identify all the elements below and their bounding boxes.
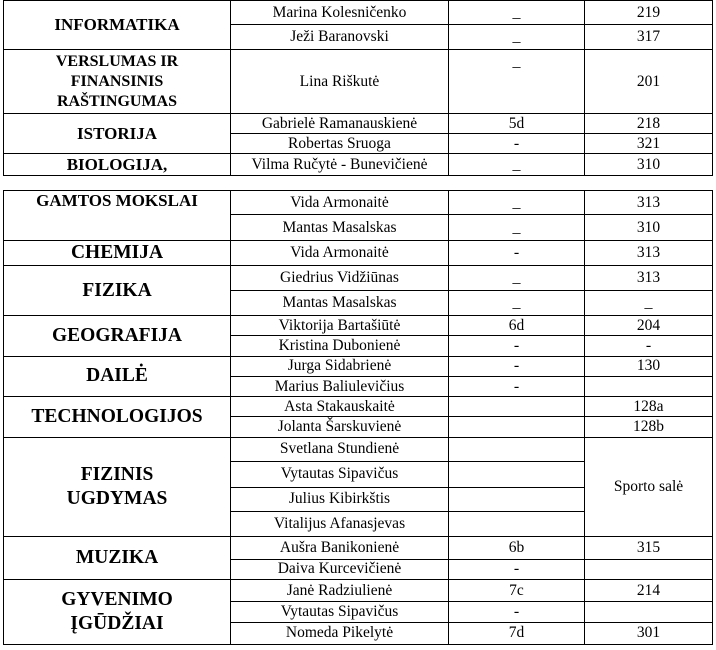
subject-cell: ISTORIJA	[4, 114, 231, 154]
subject-line: GYVENIMO	[61, 588, 173, 610]
room-cell: 301	[585, 622, 713, 644]
room-cell	[585, 376, 713, 396]
subject-line: UGDYMAS	[66, 488, 168, 510]
class-cell	[449, 487, 585, 511]
room-cell: 128a	[585, 397, 713, 417]
class-cell: 5d	[449, 114, 585, 134]
subject-cell	[4, 50, 231, 114]
class-cell	[449, 462, 585, 487]
subject-line: VERSLUMAS IR	[55, 52, 179, 70]
room-cell: 310	[585, 154, 713, 176]
room-cell: _	[585, 290, 713, 315]
teacher-cell: Giedrius Vidžiūnas	[231, 266, 449, 290]
subject-cell: DAILĖ	[4, 356, 231, 397]
room-cell	[585, 602, 713, 622]
teacher-cell: Mantas Masalskas	[231, 215, 449, 240]
class-cell	[449, 437, 585, 461]
class-cell: _	[449, 25, 585, 50]
teacher-cell: Nomeda Pikelytė	[231, 622, 449, 644]
schedule-table-top	[3, 0, 713, 176]
subject-cell	[4, 437, 231, 537]
class-cell: -	[449, 559, 585, 579]
subject-cell: GEOGRAFIJA	[4, 315, 231, 356]
class-cell: -	[449, 602, 585, 622]
teacher-cell: Jolanta Šarskuvienė	[231, 417, 449, 437]
teacher-cell: Aušra Banikonienė	[231, 537, 449, 559]
class-cell: -	[449, 356, 585, 376]
room-cell: -	[585, 336, 713, 356]
room-cell: 214	[585, 579, 713, 601]
teacher-cell: Vilma Ručytė - Bunevičienė	[231, 154, 449, 176]
teacher-cell: Vytautas Sipavičus	[231, 462, 449, 487]
teacher-cell: Marius Baliulevičius	[231, 376, 449, 396]
subject-cell: BIOLOGIJA,	[4, 154, 231, 176]
teacher-cell: Lina Riškutė	[231, 50, 449, 114]
subject-cell: GAMTOS MOKSLAI	[4, 191, 231, 241]
class-cell: -	[449, 134, 585, 154]
room-cell: 128b	[585, 417, 713, 437]
room-cell: 313	[585, 266, 713, 290]
class-cell: 7d	[449, 622, 585, 644]
class-cell: _	[449, 154, 585, 176]
class-cell: -	[449, 376, 585, 396]
teacher-cell: Vida Armonaitė	[231, 240, 449, 265]
room-cell: 219	[585, 1, 713, 25]
room-cell	[585, 559, 713, 579]
room-cell: 321	[585, 134, 713, 154]
class-cell: 6d	[449, 315, 585, 335]
teacher-cell: Svetlana Stundienė	[231, 437, 449, 461]
subject-line: FINANSINIS	[70, 72, 164, 90]
subject-cell: INFORMATIKA	[4, 1, 231, 50]
room-cell: 218	[585, 114, 713, 134]
teacher-cell: Janė Radziulienė	[231, 579, 449, 601]
class-cell: -	[449, 336, 585, 356]
class-cell: 7c	[449, 579, 585, 601]
class-cell: _	[449, 215, 585, 240]
subject-cell: TECHNOLOGIJOS	[4, 397, 231, 438]
class-cell	[449, 397, 585, 417]
teacher-cell: Kristina Dubonienė	[231, 336, 449, 356]
class-cell	[449, 417, 585, 437]
subject-cell: FIZIKA	[4, 266, 231, 316]
teacher-cell: Ježi Baranovski	[231, 25, 449, 50]
schedule-table-bottom	[3, 190, 713, 645]
room-cell: 201	[585, 50, 713, 114]
teacher-cell: Marina Kolesničenko	[231, 1, 449, 25]
teacher-cell: Daiva Kurcevičienė	[231, 559, 449, 579]
teacher-cell: Vida Armonaitė	[231, 191, 449, 215]
class-cell: -	[449, 240, 585, 265]
class-cell: _	[449, 191, 585, 215]
subject-line: FIZINIS	[80, 464, 154, 486]
room-cell: 313	[585, 240, 713, 265]
teacher-cell: Robertas Sruoga	[231, 134, 449, 154]
room-cell: 313	[585, 191, 713, 215]
room-cell: 317	[585, 25, 713, 50]
teacher-cell: Vytautas Sipavičus	[231, 602, 449, 622]
class-cell: _	[449, 50, 585, 114]
room-cell: 315	[585, 537, 713, 559]
subject-line: ĮGŪDŽIAI	[70, 612, 164, 634]
table-gap	[3, 178, 713, 186]
subject-cell: MUZIKA	[4, 537, 231, 580]
subject-line: RAŠTINGUMAS	[56, 92, 177, 110]
room-cell: 130	[585, 356, 713, 376]
teacher-cell: Asta Stakauskaitė	[231, 397, 449, 417]
teacher-cell: Jurga Sidabrienė	[231, 356, 449, 376]
subject-cell	[4, 579, 231, 644]
teacher-cell: Mantas Masalskas	[231, 290, 449, 315]
room-cell: 204	[585, 315, 713, 335]
class-cell: _	[449, 290, 585, 315]
subject-cell: CHEMIJA	[4, 240, 231, 265]
room-cell: 310	[585, 215, 713, 240]
teacher-cell: Viktorija Bartašiūtė	[231, 315, 449, 335]
class-cell: _	[449, 266, 585, 290]
teacher-cell: Gabrielė Ramanauskienė	[231, 114, 449, 134]
room-cell: Sporto salė	[585, 437, 713, 537]
class-cell	[449, 511, 585, 536]
teacher-cell: Julius Kibirkštis	[231, 487, 449, 511]
class-cell: _	[449, 1, 585, 25]
teacher-cell: Vitalijus Afanasjevas	[231, 511, 449, 536]
class-cell: 6b	[449, 537, 585, 559]
